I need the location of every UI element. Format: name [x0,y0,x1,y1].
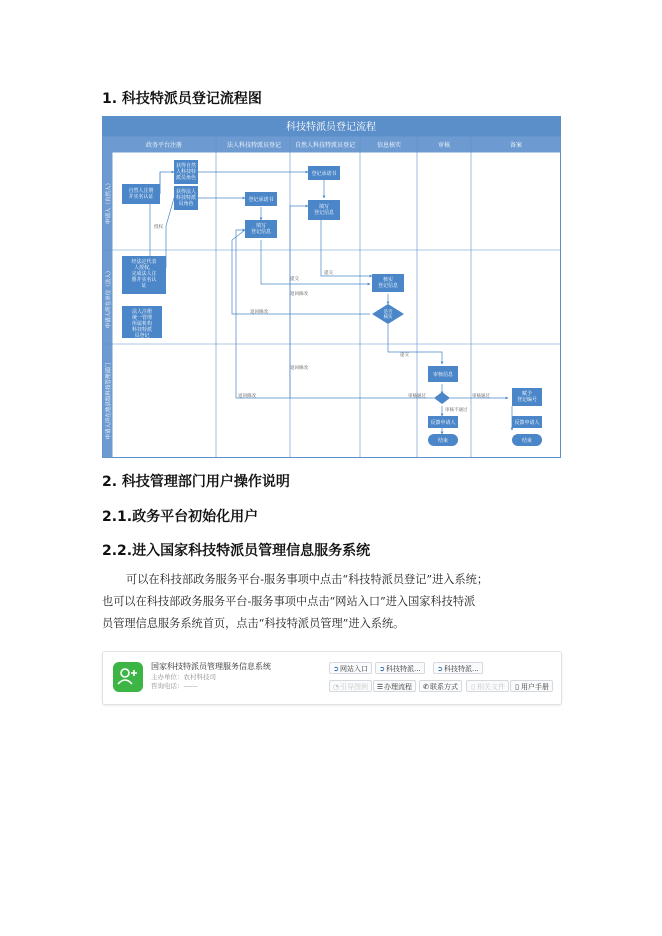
node-n2-text: 获得自然人科技特派员角色 [175,163,197,181]
col-1: 政务平台注册 [145,142,183,149]
flowchart-title: 科技特派员登记流程 [286,122,376,133]
node-n14-text: 结束 [437,438,449,444]
label-submit3: 提交 [400,353,409,358]
user-plus-icon [113,662,143,692]
sci-tech-label-1: 科技特派... [386,665,421,673]
col-2: 法人科技特派员登记 [226,142,282,149]
user-manual-label: 用户手册 [521,683,549,691]
heading-flowchart: 1. 科技特派员登记流程图 [102,91,262,107]
node-n13-text: 反馈申请人 [430,420,456,426]
node-n6-text: 登记承诺书 [311,171,337,177]
document-icon: ▯ [515,683,519,691]
website-entry-label: 网站入口 [340,665,368,673]
node-n8-text: 经法定代表人授权，完成法人注册并实名认证 [131,259,157,289]
consult-phone: 咨询电话：------ [151,682,198,690]
circle-arrow-icon: ◔ [332,683,340,691]
label-submit1: 提交 [290,277,299,282]
node-n12-text: 审核信息 [432,372,454,378]
process-label: 办理流程 [384,683,412,691]
col-5: 审核 [437,142,451,149]
sci-tech-button-2[interactable] [433,662,483,674]
system-title: 国家科技特派员管理服务信息系统 [151,662,271,671]
label-pass: 审核通过 [408,394,426,399]
paragraph-line-2: 也可以在科技部政务服务平台-服务事项中点击“网站入口”进入国家科技特派 [102,595,476,608]
node-n5-text: 填写登记信息 [250,223,272,235]
guide-legend-label: 引导图例 [340,683,368,691]
label-approved: 审核通过 [472,394,490,399]
label-notpass: 审核不通过 [445,408,468,413]
label-return1: 退回修改 [290,292,308,297]
node-n11-text: 是否核实 [383,310,393,320]
node-n10-text: 核实登记信息 [377,277,399,289]
col-6: 备案 [509,142,523,149]
lane-1: 申请人（自然人） [106,179,112,225]
node-n7-text: 填写登记信息 [313,204,335,216]
service-bar [102,651,562,705]
lane-3: 申请人所在地县级科技管理部门 [106,362,112,440]
paragraph-line-1: 可以在科技部政务服务平台-服务事项中点击“科技特派员登记”进入系统； [126,573,489,586]
node-n15-text: 赋予登记编号 [516,391,538,403]
circle-arrow-icon: ➲ [437,665,443,673]
guide-legend-button[interactable] [329,680,372,692]
label-return2: 退回修改 [250,310,268,315]
node-n16-text: 结束 [521,438,533,444]
paragraph-line-3: 员管理信息服务系统首页，点击“科技特派员管理”进入系统。 [102,617,405,630]
contact-label: 联系方式 [430,683,458,691]
process-button[interactable] [373,680,416,692]
document-icon: ▯ [471,683,475,691]
heading-section-2-1: 2.1.政务平台初始化用户 [102,509,259,525]
col-4: 信息核实 [376,142,402,149]
svg-text:反馈申请人: 反馈申请人 [514,420,540,426]
sponsor-unit: 主办单位：农村科技司 [151,673,216,681]
node-n9-text: 法人注册统一管理所属机构科技特派员登记 [131,309,153,339]
heading-section-2: 2. 科技管理部门用户操作说明 [102,474,290,490]
svg-text:登记承诺书: 登记承诺书 [248,197,274,203]
label-submit2: 提交 [324,271,333,276]
list-icon: ☰ [376,683,384,691]
label-return4: 退回修改 [238,394,256,399]
circle-arrow-icon: ➲ [333,665,339,673]
instruction-paragraph [102,569,564,635]
flowchart [102,116,561,458]
sci-tech-button-1[interactable] [375,662,425,674]
related-files-label: 相关文件 [477,683,505,691]
circle-arrow-icon: ➲ [379,665,385,673]
phone-icon: ✆ [423,683,429,691]
col-3: 自然人科技特派员登记 [294,142,356,149]
heading-section-2-2: 2.2.进入国家科技特派员管理信息服务系统 [102,543,371,559]
label-auth: 授权 [154,225,163,230]
sci-tech-label-2: 科技特派... [444,665,479,673]
related-files-button[interactable] [466,680,509,692]
lane-2: 申请人所在单位（法人） [106,267,112,329]
website-entry-button[interactable] [329,662,372,674]
node-n3-text: 获得法人科技特派员角色 [175,189,197,207]
node-n1-text: 自然人注册并实名认证 [128,188,154,200]
user-manual-button[interactable] [510,680,553,692]
label-return3: 退回修改 [290,366,308,371]
contact-button[interactable] [419,680,462,692]
